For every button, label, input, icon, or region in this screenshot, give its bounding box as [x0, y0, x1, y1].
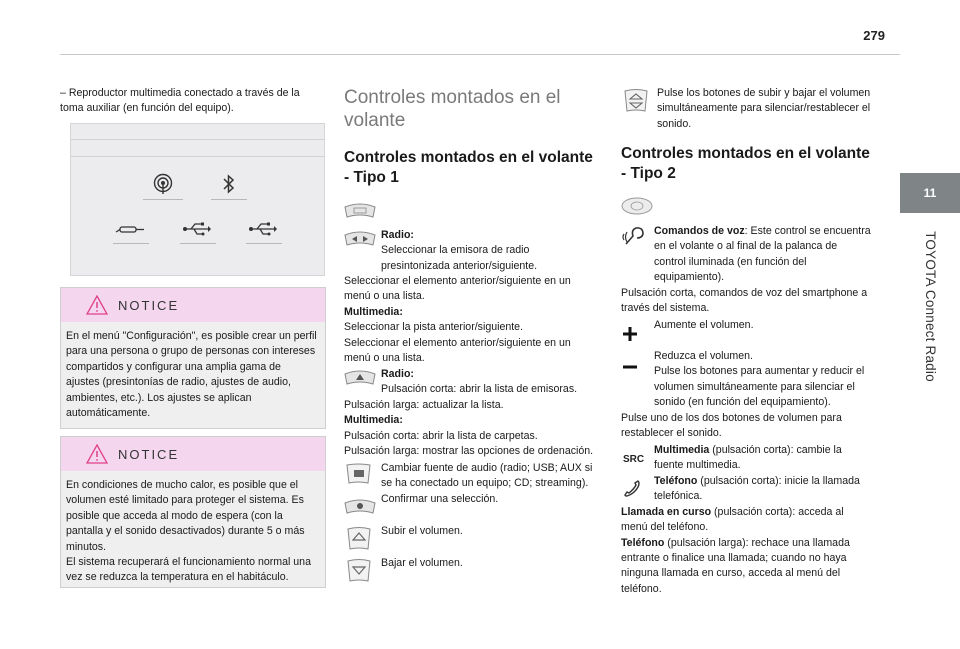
icon-underline [180, 243, 216, 244]
steering-wheel-controls-icon [344, 202, 376, 225]
screen-divider [71, 139, 324, 140]
minus-icon [622, 360, 638, 375]
volume-down-description: Bajar el volumen. [344, 556, 599, 571]
section-subtitle: Controles montados en el volante - Tipo 2 [621, 145, 870, 182]
aux-jack-icon[interactable] [115, 217, 145, 241]
volume-up-wheel-icon [344, 526, 374, 557]
mute-description: Pulse los botones de subir y bajar el volumen simultáneamente para silenciar/restablecer el sonido. [621, 86, 871, 132]
warning-icon [86, 295, 108, 315]
volume-down-wheel-icon [344, 558, 374, 589]
src-description: SRC Multimedia (pulsación corta): cambie la fuente multimedia. [623, 444, 842, 472]
seek-buttons-icon [344, 230, 376, 253]
radio-seek-description: Radio: Seleccionar la emisora de radio presintonizada anterior/siguiente. [344, 228, 599, 274]
notice-header [61, 437, 325, 471]
phone-icon [623, 479, 641, 502]
notice-title: NOTICE [118, 297, 180, 313]
volume-up-description: Subir el volumen. [344, 524, 599, 539]
notice-box-heat [60, 436, 326, 588]
notice-text: En el menú "Configuración", es posible crear un perfil para una persona o grupo de personas con intereses compartidos y configurar una amplia gama de ajustes (presintonías de radio, ajustes de audio, ambientes, etc.). Los ajustes se aplican automáticamente. [66, 330, 317, 420]
voice-command-description: Comandos de voz: Este control se encuentra en el volante o al final de la palanca de control iluminada (en función del equipamiento). [621, 224, 871, 286]
plus-icon [622, 326, 638, 347]
icon-underline [211, 199, 247, 200]
usb-icon[interactable] [248, 217, 278, 241]
chapter-tab[interactable]: 11 [900, 173, 960, 213]
phone-description: Teléfono (pulsación corta): inicie la llamada telefónica. Llamada en curso (pulsación corta): acceda al menú del teléfono. Teléfono (pulsación larga): rechace una llamada entrante o finalice una llamada; cuando no haya ninguna llamada en curso, acceda al menú del teléfono. [621, 475, 860, 595]
icon-underline [113, 243, 149, 244]
page-number: 279 [863, 28, 885, 43]
volume-plus-description: Aumente el volumen. [621, 318, 871, 333]
media-source-screen [70, 123, 325, 276]
section-subtitle: Controles montados en el volante - Tipo 1 [344, 149, 593, 186]
notice-title: NOTICE [118, 446, 180, 462]
icon-underline [143, 199, 183, 200]
confirm-button-icon [344, 498, 376, 523]
icon-underline [246, 243, 282, 244]
wireless-icon[interactable] [148, 172, 178, 196]
usb-icon[interactable] [182, 217, 212, 241]
warning-icon [86, 444, 108, 464]
confirm-description: Confirmar una selección. [344, 492, 599, 507]
radio-list-description: Radio: Pulsación corta: abrir la lista de emisoras. Pulsación larga: actualizar la lista. Multimedia: Pulsación corta: abrir la lista de carpetas. Pulsación larga: mostrar las opciones de ordenación. [344, 368, 594, 458]
source-button-icon [344, 463, 376, 490]
bluetooth-icon[interactable] [214, 172, 244, 196]
list-button-icon [344, 369, 376, 392]
header-rule [60, 54, 900, 55]
steering-wheel-type2-icon [621, 196, 653, 221]
src-icon: SRC [623, 454, 645, 465]
notice-box-profiles [60, 287, 326, 429]
notice-header [61, 288, 325, 322]
voice-command-icon [621, 226, 647, 253]
voice-command-text: Pulsación corta, comandos de voz del smartphone a través del sistema. [621, 287, 868, 315]
volume-minus-description: Reduzca el volumen. Pulse los botones para aumentar y reducir el volumen simultáneamente para silenciar el sonido (en función del equipamiento). Pulse uno de los dos botones de volumen para restablecer el sonido. [621, 350, 865, 440]
chapter-title: TOYOTA Connect Radio [922, 230, 938, 382]
intro-text: – Reproductor multimedia conectado a través de la toma auxiliar (en función del equipo). [60, 87, 300, 115]
volume-buttons-icon [621, 88, 653, 119]
notice-text: En condiciones de mucho calor, es posible que el volumen esté limitado para proteger el sistema. Es posible que acceda al modo de espera (con la pantalla y el sonido desactivados) durante 5 o más minutos. El sistema recuperará el funcionamiento normal una vez se reduzca la temperatura en el habitáculo. [66, 479, 311, 584]
source-description: Cambiar fuente de audio (radio; USB; AUX si se ha conectado un equipo; CD; streaming). [344, 461, 599, 492]
screen-divider [71, 156, 324, 157]
section-title: Controles montados en el volante [344, 87, 561, 131]
multimedia-seek-description: Multimedia: Seleccionar la pista anterior/siguiente. Seleccionar el elemento anterior/siguiente en un menú o una lista. [344, 306, 571, 365]
radio-seek-menu-text: Seleccionar el elemento anterior/siguiente en un menú o una lista. [344, 275, 571, 303]
